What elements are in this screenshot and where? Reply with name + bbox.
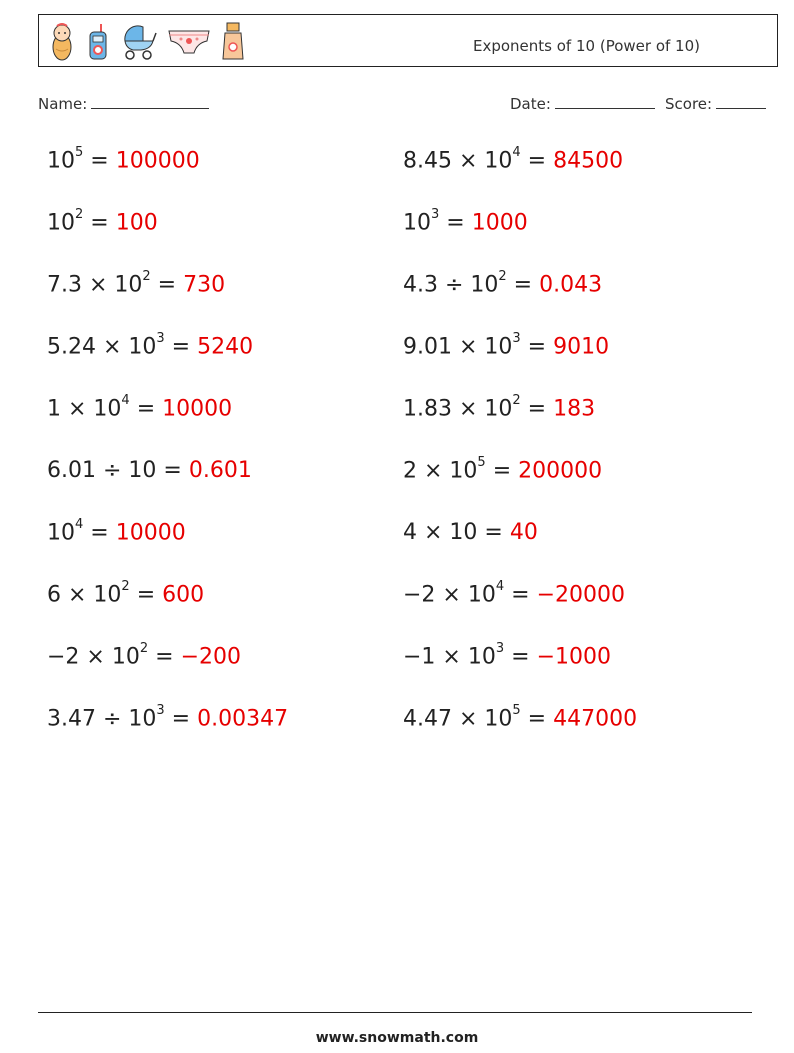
header-box: [38, 14, 778, 67]
problem-item: [47, 579, 205, 608]
problem-exponent: 2: [498, 269, 507, 284]
equals-sign: =: [150, 272, 184, 298]
equals-sign: =: [520, 148, 554, 174]
equals-sign: =: [504, 582, 537, 608]
problem-expression: 4.3 ÷ 10: [403, 272, 499, 298]
problem-expression: 4 × 10: [403, 520, 478, 545]
equals-sign: =: [520, 334, 554, 360]
problem-answer: 200000: [518, 458, 603, 484]
problem-answer: −1000: [536, 644, 611, 670]
problem-expression: 10: [403, 210, 431, 236]
score-field: [665, 94, 766, 113]
worksheet-title: Exponents of 10 (Power of 10): [473, 37, 700, 55]
problem-answer: 0.043: [539, 272, 603, 298]
problem-item: [47, 641, 241, 670]
equals-sign: =: [83, 520, 116, 546]
footer-divider: [38, 1012, 752, 1013]
problem-answer: 10000: [115, 520, 186, 546]
swaddled-baby-icon: [49, 21, 75, 61]
problem-answer: 447000: [553, 706, 638, 732]
baby-stroller-icon: [121, 21, 157, 61]
problem-expression: −2 × 10: [403, 582, 496, 608]
problem-item: [403, 145, 624, 174]
problem-item: [403, 331, 610, 360]
equals-sign: =: [520, 396, 554, 422]
name-label: Name:: [38, 95, 88, 113]
problem-answer: −20000: [536, 582, 625, 608]
equals-sign: =: [156, 458, 189, 483]
name-blank: [91, 94, 209, 109]
problem-item: [403, 703, 638, 732]
problem-answer: 183: [553, 396, 596, 422]
problem-exponent: 4: [121, 393, 130, 408]
problem-expression: 1.83 × 10: [403, 396, 513, 422]
problem-answer: 100: [115, 210, 158, 236]
equals-sign: =: [477, 520, 510, 545]
date-blank: [555, 94, 655, 109]
problem-expression: 4.47 × 10: [403, 706, 513, 732]
problem-answer: 40: [509, 520, 538, 545]
problem-item: [47, 458, 252, 483]
problem-item: [47, 269, 226, 298]
problem-item: [47, 331, 254, 360]
problem-item: [47, 393, 233, 422]
problem-expression: 1 × 10: [47, 396, 122, 422]
equals-sign: =: [164, 706, 198, 732]
equals-sign: =: [504, 644, 537, 670]
problem-exponent: 4: [512, 145, 521, 160]
score-blank: [716, 94, 766, 109]
problem-answer: 600: [162, 582, 205, 608]
problem-answer: 0.601: [188, 458, 252, 483]
problem-item: [47, 145, 200, 174]
problem-answer: 9010: [553, 334, 610, 360]
problem-item: [47, 207, 158, 236]
problem-item: [403, 455, 603, 484]
problem-item: [47, 703, 289, 732]
problem-item: [403, 269, 603, 298]
problem-answer: 1000: [471, 210, 528, 236]
diaper-icon: [167, 21, 211, 61]
problem-expression: 10: [47, 520, 75, 546]
problem-exponent: 2: [75, 207, 84, 222]
problem-answer: −200: [180, 644, 241, 670]
problem-item: [403, 579, 625, 608]
problem-exponent: 3: [431, 207, 440, 222]
baby-monitor-icon: [85, 21, 111, 61]
problem-expression: 2 × 10: [403, 458, 478, 484]
problem-exponent: 3: [512, 331, 521, 346]
equals-sign: =: [129, 582, 163, 608]
problem-expression: 3.47 ÷ 10: [47, 706, 157, 732]
problem-exponent: 5: [75, 145, 84, 160]
problem-exponent: 4: [75, 517, 84, 532]
problem-expression: 8.45 × 10: [403, 148, 513, 174]
problem-answer: 100000: [115, 148, 200, 174]
problem-exponent: 5: [512, 703, 521, 718]
problem-expression: 6.01 ÷ 10: [47, 458, 157, 483]
equals-sign: =: [439, 210, 472, 236]
equals-sign: =: [129, 396, 163, 422]
problem-item: [403, 393, 596, 422]
date-label: Date:: [510, 95, 551, 113]
equals-sign: =: [148, 644, 181, 670]
problem-item: [403, 520, 538, 545]
problem-answer: 5240: [197, 334, 254, 360]
problem-exponent: 5: [477, 455, 486, 470]
name-field: [38, 94, 209, 113]
problem-exponent: 3: [156, 703, 165, 718]
baby-lotion-icon: [221, 21, 245, 61]
problem-exponent: 3: [495, 641, 505, 656]
problem-expression: −1 × 10: [403, 644, 496, 670]
equals-sign: =: [506, 272, 540, 298]
problem-item: [403, 207, 528, 236]
score-label: Score:: [665, 95, 713, 113]
equals-sign: =: [520, 706, 554, 732]
date-field: [510, 94, 655, 113]
equals-sign: =: [164, 334, 198, 360]
problem-answer: 730: [183, 272, 226, 298]
problem-exponent: 4: [495, 579, 505, 594]
problem-expression: −2 × 10: [47, 644, 140, 670]
equals-sign: =: [83, 148, 116, 174]
problem-expression: 9.01 × 10: [403, 334, 513, 360]
footer-url: www.snowmath.com: [315, 1030, 479, 1046]
problem-exponent: 2: [121, 579, 130, 594]
problem-item: [403, 641, 611, 670]
problem-exponent: 2: [139, 641, 149, 656]
problem-item: [47, 517, 186, 546]
problem-exponent: 2: [512, 393, 521, 408]
problem-expression: 5.24 × 10: [47, 334, 157, 360]
problem-expression: 10: [47, 210, 75, 236]
problem-exponent: 2: [142, 269, 151, 284]
problem-answer: 84500: [553, 148, 624, 174]
problem-expression: 6 × 10: [47, 582, 122, 608]
problem-answer: 10000: [162, 396, 233, 422]
equals-sign: =: [485, 458, 519, 484]
equals-sign: =: [83, 210, 116, 236]
problem-exponent: 3: [156, 331, 165, 346]
header-icons: [49, 21, 245, 61]
problem-expression: 10: [47, 148, 75, 174]
problem-answer: 0.00347: [197, 706, 289, 732]
problem-expression: 7.3 × 10: [47, 272, 143, 298]
